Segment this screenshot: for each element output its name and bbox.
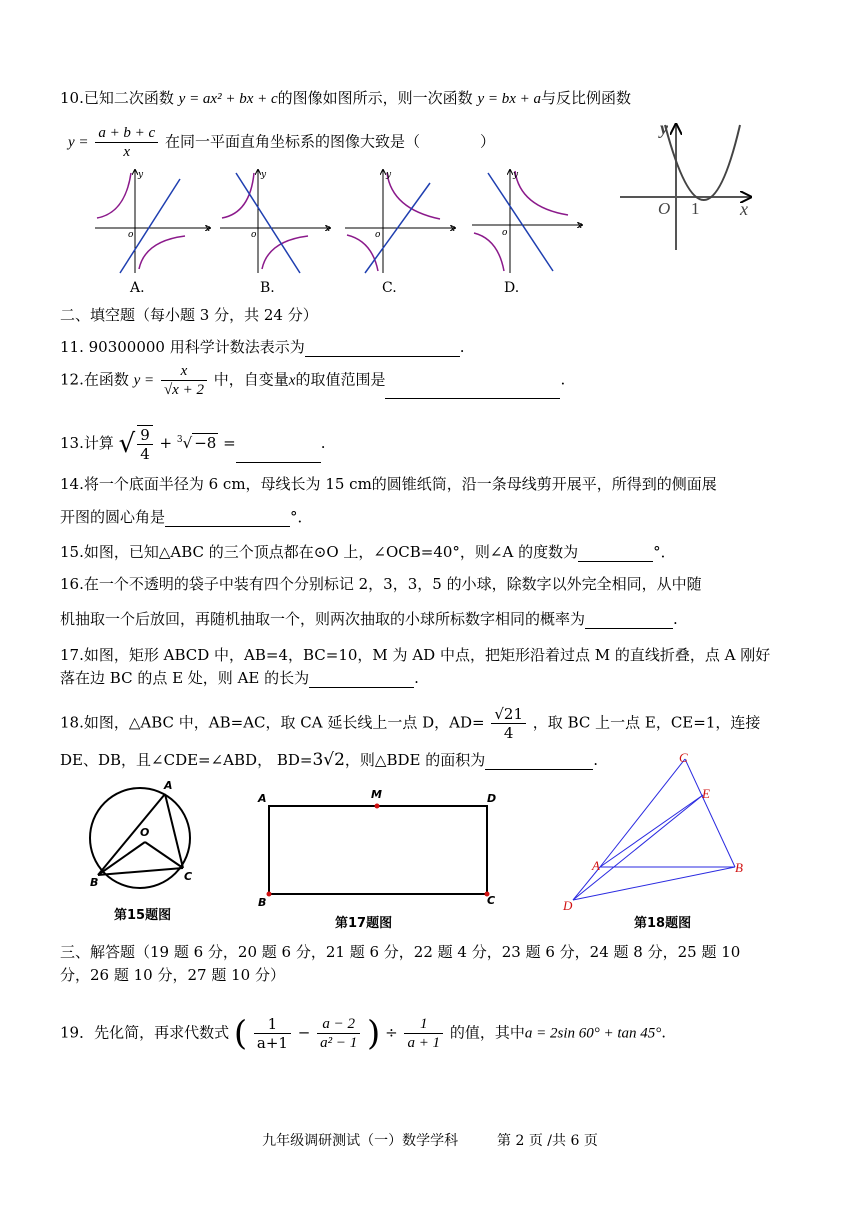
- figure-15: [80, 780, 210, 910]
- left-paren: (: [233, 1013, 248, 1054]
- q11-text: 11. 90300000 用科学计数法表示为: [60, 338, 305, 356]
- given-parabola-graph: [620, 125, 750, 250]
- q10-option-graphs: [0, 165, 860, 295]
- q14-answer-blank[interactable]: [165, 510, 290, 527]
- q19-pre: 19．先化简，再求代数式: [60, 1023, 230, 1042]
- q12-var: x: [288, 372, 296, 389]
- q17-line2: [60, 668, 419, 688]
- option-d-graph: [472, 170, 582, 273]
- fig17-label-d: D: [487, 792, 497, 805]
- svg-text:y: y: [386, 170, 392, 180]
- q13-end: .: [320, 434, 326, 452]
- q10-line2: [68, 124, 495, 161]
- q16-answer-blank[interactable]: [585, 612, 673, 629]
- q13-plus: +: [159, 434, 173, 452]
- svg-text:x: x: [325, 224, 331, 234]
- q15-text: 15.如图，已知△ABC 的三个顶点都在⊙O 上，∠OCB=40°，则∠A 的度数为: [60, 543, 579, 561]
- q16-text: 机抽取一个后放回，再随机抽取一个，则两次抽取的小球所标数字相同的概率为: [60, 610, 586, 628]
- q10-text-c: 与反比例函数: [541, 89, 632, 107]
- svg-text:x: x: [205, 224, 211, 234]
- q19: [60, 1015, 666, 1052]
- fig18-label-e: E: [702, 786, 710, 801]
- q12-y: y =: [133, 372, 155, 389]
- svg-text:y: y: [261, 170, 267, 180]
- fig15-label-b: B: [90, 876, 99, 889]
- figure-18: [560, 755, 760, 925]
- option-a-label: A.: [130, 280, 145, 296]
- q16-line1: 16.在一个不透明的袋子中装有四个分别标记 2，3，3，5 的小球，除数字以外完全相同，从中随: [60, 575, 702, 593]
- q11-answer-blank[interactable]: [305, 340, 460, 357]
- option-c-label: C.: [382, 280, 397, 296]
- parabola-label-one: 1: [691, 199, 700, 218]
- q12-fraction: [161, 362, 207, 399]
- parabola-label-x: x: [740, 199, 748, 219]
- svg-text:o: o: [251, 230, 257, 240]
- q10-eq1: y = ax² + bx + c: [178, 91, 278, 107]
- q19-end: .: [661, 1023, 667, 1042]
- q10-text-d: 在同一平面直角坐标系的图像大致是（ ）: [165, 132, 496, 151]
- q14-text: 开图的圆心角是: [60, 508, 166, 526]
- right-paren: ): [367, 1013, 381, 1054]
- fig15-caption: 第15题图: [114, 908, 172, 923]
- q14-line1: 14.将一个底面半径为 6 cm，母线长为 15 cm的圆锥纸筒，沿一条母线剪开展平，所得到的侧面展: [60, 475, 717, 493]
- frac-den: x: [123, 144, 131, 160]
- frac-num: x: [161, 362, 207, 381]
- q16-end: .: [673, 610, 678, 628]
- fig18-label-b: B: [735, 860, 743, 875]
- q18-line1: [60, 705, 760, 742]
- q16-line2: [60, 609, 678, 629]
- option-b-label: B.: [260, 280, 275, 296]
- fig17-caption: 第17题图: [335, 916, 393, 931]
- q18-line2: [60, 750, 598, 770]
- q18-bd: 3√2: [312, 750, 345, 770]
- fig18-label-a: A: [592, 858, 600, 873]
- fig18-label-d: D: [563, 898, 573, 913]
- q18-line2a: DE、DB，且∠CDE=∠ABD， BD=: [60, 751, 313, 769]
- frac-den: a² − 1: [320, 1035, 358, 1051]
- fig17-label-c: C: [487, 894, 496, 907]
- q17-line1: 17.如图，矩形 ABCD 中，AB=4，BC=10，M 为 AD 中点，把矩形沿着过点 M 的直线折叠，点 A 刚好: [60, 646, 771, 664]
- frac-den: a+1: [256, 1034, 288, 1052]
- section-3-line1: 三、解答题（19 题 6 分，20 题 6 分，21 题 6 分，22 题 4 分，23 题 6 分，24 题 8 分，25 题 10: [60, 943, 741, 961]
- option-d-label: D.: [504, 280, 520, 296]
- frac-num: 1: [254, 1015, 291, 1034]
- fig18-caption: 第18题图: [634, 916, 692, 931]
- q13: [60, 425, 325, 463]
- q10-eq3-fraction: [95, 124, 158, 161]
- q19-minus: −: [297, 1023, 311, 1042]
- q15: [60, 542, 676, 562]
- q12-post: 中，自变量: [213, 370, 289, 389]
- q19-frac2: [317, 1015, 360, 1052]
- section-2-heading: 二、填空题（每小题 3 分，共 24 分）: [60, 306, 318, 324]
- q18-pre: 18.如图，△ABC 中，AB=AC，取 CA 延长线上一点 D，AD=: [60, 713, 485, 732]
- frac-num: 9: [137, 426, 153, 445]
- q10-eq2: y = bx + a: [477, 91, 542, 107]
- q13-answer-blank[interactable]: [236, 446, 321, 463]
- q10-number: 10.: [60, 89, 84, 107]
- parabola-label-y: y: [660, 118, 668, 138]
- footer-left: 九年级调研测试（一）数学学科: [262, 1133, 459, 1149]
- q14-line2: [60, 507, 313, 527]
- svg-text:y: y: [513, 170, 519, 180]
- q18-end: .: [593, 751, 599, 769]
- q15-end: °．: [653, 543, 676, 561]
- frac-den: 4: [140, 445, 150, 463]
- footer-page-number: 第 2 页 /共 6 页: [497, 1133, 598, 1149]
- q13-cube-value: −8: [194, 434, 217, 452]
- q19-frac1: [254, 1015, 291, 1052]
- figure-17: [265, 800, 505, 910]
- q12-pre: 12.在函数: [60, 370, 129, 389]
- q12-answer-blank[interactable]: [385, 382, 560, 399]
- svg-text:x: x: [577, 221, 583, 231]
- svg-text:o: o: [502, 228, 508, 238]
- option-a-graph: [95, 170, 210, 273]
- frac-num: 1: [404, 1015, 443, 1034]
- fig18-label-c: C: [679, 750, 688, 765]
- svg-text:o: o: [375, 230, 381, 240]
- q17-text: 落在边 BC 的点 E 处，则 AE 的长为: [60, 669, 310, 687]
- svg-text:x: x: [450, 224, 456, 234]
- q17-end: .: [414, 669, 419, 687]
- fig17-label-b: B: [258, 896, 267, 909]
- frac-num: a + b + c: [95, 124, 158, 143]
- option-c-graph: [345, 170, 455, 273]
- q12: [60, 362, 565, 399]
- frac-num: √21: [491, 705, 526, 724]
- q13-eq: =: [223, 434, 236, 452]
- q12-post2: 的取值范围是: [295, 370, 386, 389]
- frac-num: a − 2: [317, 1015, 360, 1034]
- q10-line1: [60, 88, 631, 109]
- fig17-label-m: M: [371, 788, 382, 801]
- fig17-label-a: A: [258, 792, 267, 805]
- q12-end: .: [560, 370, 566, 389]
- q18-post: ，取 BC 上一点 E，CE=1，连接: [532, 713, 761, 732]
- frac-den: a + 1: [407, 1035, 441, 1051]
- page-footer: [0, 1130, 860, 1150]
- q13-fraction: [137, 425, 153, 463]
- fig15-label-o: O: [140, 826, 150, 839]
- frac-den: √x + 2: [163, 382, 204, 398]
- q19-frac3: [404, 1015, 443, 1052]
- cuberoot-sign: √: [182, 434, 193, 452]
- q10-text-a: 已知二次函数: [83, 89, 174, 107]
- sqrt-sign: √: [118, 429, 136, 459]
- svg-text:o: o: [128, 230, 134, 240]
- q11: [60, 337, 465, 357]
- frac-den: 4: [503, 724, 514, 742]
- q13-cube-index: 3: [176, 435, 183, 445]
- fig15-label-c: C: [184, 870, 193, 883]
- q15-answer-blank[interactable]: [578, 545, 653, 562]
- fig15-label-a: A: [164, 779, 173, 792]
- q19-div: ÷: [385, 1023, 398, 1042]
- svg-text:y: y: [138, 170, 144, 180]
- section-3-line2: 分，26 题 10 分，27 题 10 分）: [60, 966, 285, 984]
- q19-cond: a = 2sin 60° + tan 45°: [524, 1025, 662, 1042]
- q13-pre: 13.计算: [60, 434, 114, 452]
- q10-text-b: 的图像如图所示，则一次函数: [277, 89, 473, 107]
- q18-line2b: ，则△BDE 的面积为: [344, 751, 486, 769]
- option-b-graph: [220, 170, 330, 273]
- q19-post: 的值，其中: [449, 1023, 525, 1042]
- q17-answer-blank[interactable]: [309, 671, 414, 688]
- q18-fraction: [491, 705, 526, 742]
- q14-end: °．: [290, 508, 313, 526]
- q11-end: .: [459, 338, 465, 356]
- parabola-label-o: O: [658, 199, 671, 218]
- q10-eq3-lhs: y =: [68, 134, 89, 151]
